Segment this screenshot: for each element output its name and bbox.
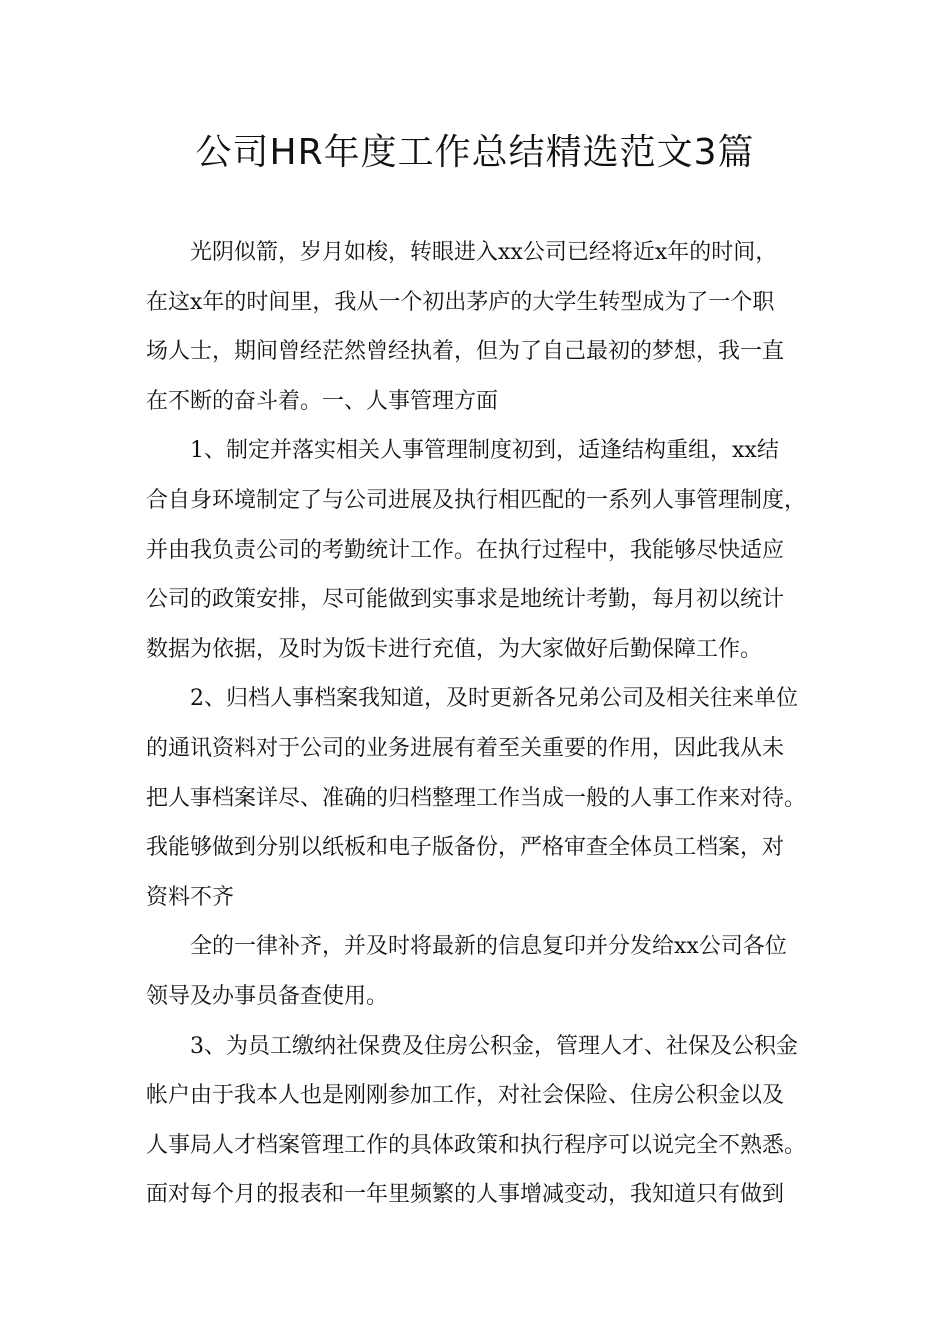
paragraph-line: 在不断的奋斗着。一、人事管理方面 (146, 388, 499, 414)
paragraph-line: 1、制定并落实相关人事管理制度初到，适逢结构重组，xx结 (190, 438, 779, 464)
paragraph-line: 把人事档案详尽、准确的归档整理工作当成一般的人事工作来对待。 (146, 785, 807, 811)
paragraph-line: 帐户由于我本人也是刚刚参加工作，对社会保险、住房公积金以及 (146, 1083, 785, 1109)
paragraph-line: 3、为员工缴纳社保费及住房公积金，管理人才、社保及公积金 (190, 1033, 798, 1059)
paragraph-line: 资料不齐 (146, 884, 235, 910)
paragraph-line: 面对每个月的报表和一年里频繁的人事增减变动，我知道只有做到 (146, 1182, 785, 1208)
paragraph-line: 在这x年的时间里，我从一个初出茅庐的大学生转型成为了一个职 (146, 289, 775, 315)
paragraph-line: 我能够做到分别以纸板和电子版备份，严格审查全体员工档案，对 (146, 835, 785, 861)
document-title: 公司HR年度工作总结精选范文3篇 (195, 132, 755, 173)
paragraph-line: 公司的政策安排，尽可能做到实事求是地统计考勤，每月初以统计 (146, 587, 785, 613)
paragraph-line: 的通讯资料对于公司的业务进展有着至关重要的作用，因此我从未 (146, 735, 785, 761)
paragraph-line: 光阴似箭，岁月如梭，转眼进入xx公司已经将近x年的时间， (190, 240, 778, 265)
paragraph-line: 领导及办事员备查使用。 (146, 983, 389, 1009)
paragraph-line: 合自身环境制定了与公司进展及执行相匹配的一系列人事管理制度， (146, 487, 807, 513)
paragraph-line: 并由我负责公司的考勤统计工作。在执行过程中，我能够尽快适应 (146, 537, 785, 563)
document-body (146, 228, 822, 1220)
paragraph-line: 场人士，期间曾经茫然曾经执着，但为了自己最初的梦想，我一直 (146, 339, 785, 365)
paragraph-line: 全的一律补齐，并及时将最新的信息复印并分发给xx公司各位 (190, 934, 787, 960)
paragraph-line: 数据为依据，及时为饭卡进行充值，为大家做好后勤保障工作。 (146, 636, 763, 662)
paragraph-line: 人事局人才档案管理工作的具体政策和执行程序可以说完全不熟悉。 (146, 1132, 807, 1158)
paragraph-line: 2、归档人事档案我知道，及时更新各兄弟公司及相关往来单位 (190, 686, 798, 712)
